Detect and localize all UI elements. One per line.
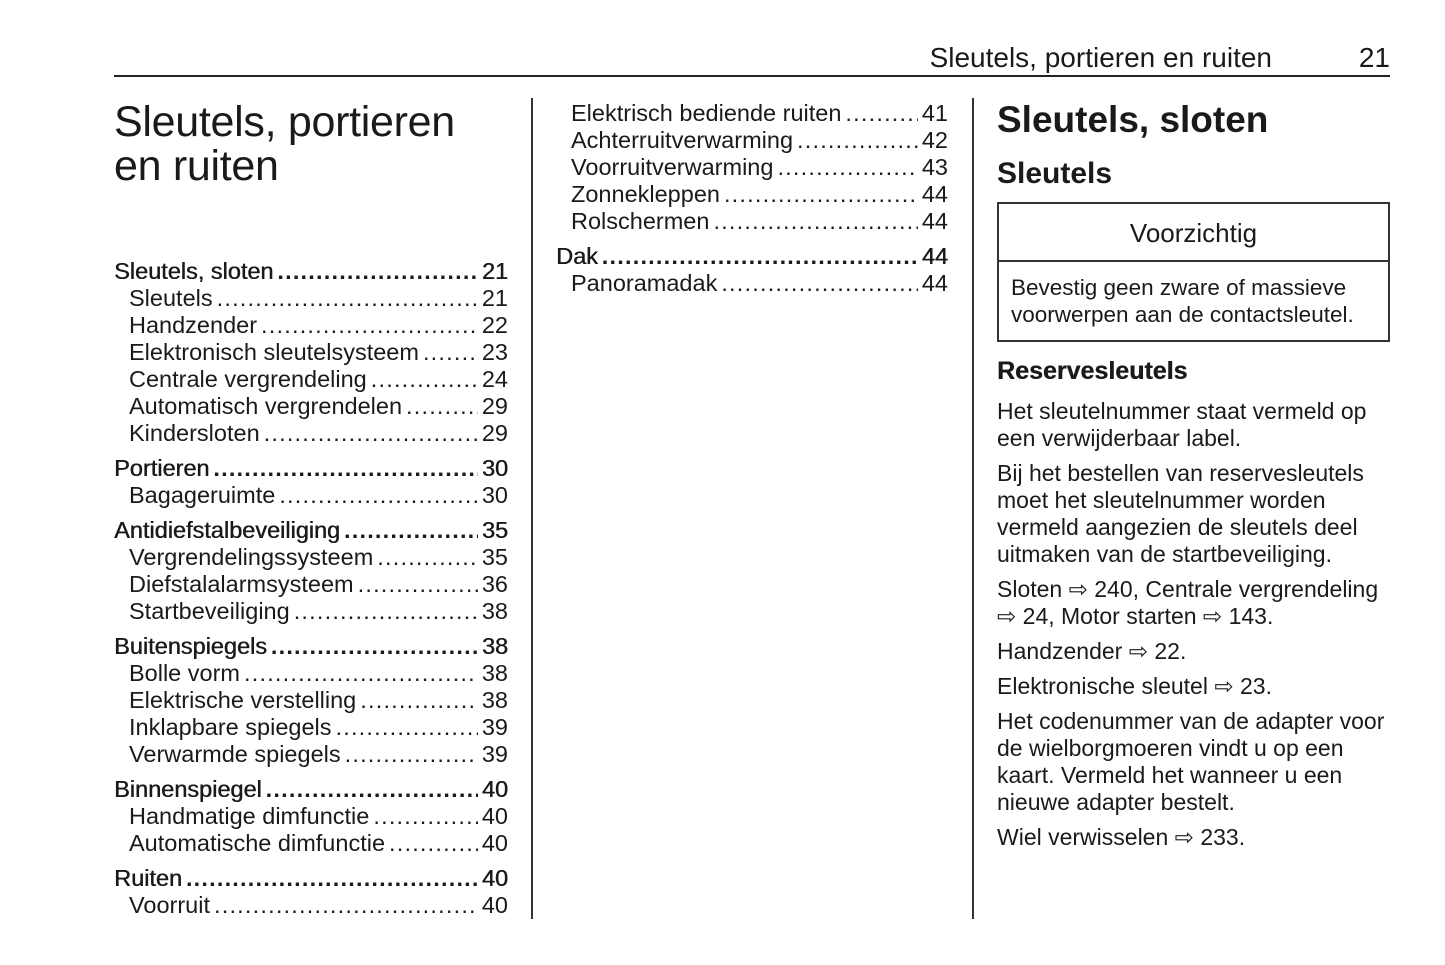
toc-entry[interactable]: [114, 598, 508, 625]
toc-entry[interactable]: [556, 127, 948, 154]
toc-section-entry[interactable]: [114, 455, 508, 482]
reserve-keys-heading: Reservesleutels: [997, 357, 1188, 385]
toc-entry[interactable]: [114, 544, 508, 571]
toc-group: [114, 633, 508, 768]
toc-page-number: 30: [481, 482, 508, 508]
dot-leader: [344, 517, 478, 544]
section-title: Sleutels, sloten: [997, 99, 1269, 140]
toc-label: Buitenspiegels: [114, 633, 267, 659]
toc-page-number: 30: [481, 455, 508, 481]
dot-leader: [602, 243, 918, 270]
toc-label: Bagageruimte: [129, 482, 276, 508]
dot-leader: [713, 208, 917, 235]
toc-page-number: 38: [481, 633, 508, 659]
toc-entry[interactable]: [114, 741, 508, 768]
toc-group: [114, 517, 508, 625]
toc-label: Ruiten: [114, 865, 182, 891]
dot-leader: [371, 366, 478, 393]
toc-entry[interactable]: [114, 687, 508, 714]
toc-section-entry[interactable]: [114, 776, 508, 803]
dot-leader: [721, 270, 918, 297]
dot-leader: [406, 393, 478, 420]
toc-label: Zonnekleppen: [571, 181, 720, 207]
toc-entry[interactable]: [556, 181, 948, 208]
toc-section-entry[interactable]: [114, 633, 508, 660]
toc-label: Handzender: [129, 312, 258, 338]
toc-entry[interactable]: [114, 482, 508, 509]
toc-label: Rolschermen: [571, 208, 710, 234]
toc-page-number: 21: [481, 285, 508, 311]
toc-group: [114, 258, 508, 447]
dot-leader: [279, 482, 478, 509]
toc-entry[interactable]: [114, 830, 508, 857]
toc-page-number: 44: [921, 270, 948, 296]
dot-leader: [271, 633, 478, 660]
toc-page-number: 29: [481, 393, 508, 419]
chapter-title-line: Sleutels, portieren: [114, 98, 455, 146]
toc-page-number: 22: [481, 312, 508, 338]
toc-label: Verwarmde spiegels: [129, 741, 341, 767]
right-column: [997, 98, 1390, 859]
dot-leader: [389, 830, 478, 857]
toc-page-number: 40: [481, 803, 508, 829]
dot-leader: [377, 544, 478, 571]
dot-leader: [724, 181, 918, 208]
table-of-contents-continued: [556, 100, 948, 297]
caution-text: Bevestig geen zware of massieve voorwerpen aan de contactsleutel.: [1011, 275, 1354, 327]
caution-box: [997, 202, 1390, 342]
toc-entry[interactable]: [114, 803, 508, 830]
chapter-title: [114, 100, 508, 188]
dot-leader: [360, 687, 478, 714]
toc-label: Elektronisch sleutelsysteem: [129, 339, 419, 365]
toc-label: Achterruitverwarming: [571, 127, 794, 153]
toc-label: Bolle vorm: [129, 660, 241, 686]
toc-entry[interactable]: [556, 100, 948, 127]
toc-page-number: 38: [481, 687, 508, 713]
toc-label: Sleutels: [129, 285, 213, 311]
toc-label: Voorruitverwarming: [571, 154, 774, 180]
toc-entry[interactable]: [556, 154, 948, 181]
toc-group: [114, 776, 508, 857]
toc-label: Dak: [556, 243, 598, 269]
toc-page-number: 39: [481, 741, 508, 767]
toc-page-number: 38: [481, 598, 508, 624]
dot-leader: [266, 776, 478, 803]
cross-reference-paragraph: Elektronische sleutel ⇨ 23.: [997, 673, 1272, 699]
toc-page-number: 40: [481, 892, 508, 918]
toc-group: [114, 865, 508, 919]
toc-page-number: 44: [921, 243, 948, 269]
toc-label: Automatische dimfunctie: [129, 830, 386, 856]
toc-label: Portieren: [114, 455, 210, 481]
dot-leader: [345, 741, 478, 768]
toc-label: Panoramadak: [571, 270, 718, 296]
dot-leader: [373, 803, 478, 830]
toc-entry[interactable]: [114, 420, 508, 447]
dot-leader: [261, 312, 478, 339]
toc-page-number: 40: [481, 865, 508, 891]
toc-label: Binnenspiegel: [114, 776, 262, 802]
table-of-contents: [114, 258, 508, 919]
toc-page-number: 44: [921, 181, 948, 207]
dot-leader: [797, 127, 918, 154]
toc-label: Centrale vergrendeling: [129, 366, 367, 392]
running-header-title: Sleutels, portieren en ruiten: [929, 42, 1272, 73]
toc-label: Voorruit: [129, 892, 210, 918]
toc-label: Startbeveiliging: [129, 598, 290, 624]
toc-group: [556, 243, 948, 297]
dot-leader: [294, 598, 478, 625]
cross-reference-paragraph: Sloten ⇨ 240, Centrale vergrendeling ⇨ 24, Motor starten ⇨ 143.: [997, 576, 1379, 629]
toc-label: Vergrendelingssysteem: [129, 544, 374, 570]
dot-leader: [845, 100, 917, 127]
toc-entry[interactable]: [556, 270, 948, 297]
middle-column: [556, 98, 948, 305]
toc-entry[interactable]: [114, 312, 508, 339]
toc-label: Inklapbare spiegels: [129, 714, 332, 740]
paragraph: Het sleutelnummer staat vermeld op een verwijderbaar label.: [997, 398, 1367, 451]
toc-page-number: 24: [481, 366, 508, 392]
header-rule: [114, 75, 1390, 77]
toc-label: Handmatige dimfunctie: [129, 803, 370, 829]
toc-page-number: 35: [481, 517, 508, 543]
toc-group: [114, 455, 508, 509]
dot-leader: [777, 154, 917, 181]
toc-entry[interactable]: [114, 393, 508, 420]
toc-page-number: 41: [921, 100, 948, 126]
dot-leader: [264, 420, 478, 447]
dot-leader: [336, 714, 478, 741]
dot-leader: [217, 285, 478, 312]
toc-section-entry[interactable]: [556, 243, 948, 270]
toc-entry[interactable]: [114, 366, 508, 393]
toc-page-number: 23: [481, 339, 508, 365]
subsection-title: Sleutels: [997, 157, 1113, 190]
dot-leader: [213, 455, 478, 482]
toc-entry[interactable]: [114, 892, 508, 919]
cross-reference-paragraph: Wiel verwisselen ⇨ 233.: [997, 824, 1246, 850]
dot-leader: [277, 258, 477, 285]
toc-page-number: 21: [481, 258, 508, 284]
column-divider: [531, 98, 533, 919]
dot-leader: [244, 660, 478, 687]
dot-leader: [358, 571, 478, 598]
toc-entry[interactable]: [114, 571, 508, 598]
toc-label: Elektrisch bediende ruiten: [571, 100, 842, 126]
toc-section-entry[interactable]: [114, 865, 508, 892]
toc-entry[interactable]: [114, 339, 508, 366]
toc-label: Sleutels, sloten: [114, 258, 274, 284]
toc-section-entry[interactable]: [114, 517, 508, 544]
toc-page-number: 39: [481, 714, 508, 740]
dot-leader: [214, 892, 478, 919]
toc-label: Kindersloten: [129, 420, 260, 446]
page-number: 21: [1358, 42, 1390, 73]
paragraph: Bij het bestellen van reservesleutels moet het sleutelnummer worden vermeld aangezien de sleutels deel uitmaken van de startbeveiliging.: [997, 460, 1364, 567]
toc-page-number: 38: [481, 660, 508, 686]
toc-page-number: 40: [481, 776, 508, 802]
paragraph: Het codenummer van de adapter voor de wielborgmoeren vindt u op een kaart. Vermeld het wanneer u een nieuwe adapter bestelt.: [997, 708, 1385, 815]
column-divider: [972, 98, 974, 919]
toc-entry[interactable]: [114, 660, 508, 687]
toc-section-entry[interactable]: [114, 258, 508, 285]
toc-page-number: 40: [481, 830, 508, 856]
toc-entry[interactable]: [114, 714, 508, 741]
cross-reference-paragraph: Handzender ⇨ 22.: [997, 638, 1187, 664]
dot-leader: [423, 339, 478, 366]
toc-label: Automatisch vergrendelen: [129, 393, 403, 419]
toc-page-number: 44: [921, 208, 948, 234]
dot-leader: [186, 865, 478, 892]
toc-group: [556, 100, 948, 235]
left-column: [114, 98, 508, 927]
toc-entry[interactable]: [556, 208, 948, 235]
toc-entry[interactable]: [114, 285, 508, 312]
toc-page-number: 43: [921, 154, 948, 180]
toc-label: Diefstalalarmsysteem: [129, 571, 354, 597]
toc-label: Antidiefstalbeveiliging: [114, 517, 341, 543]
toc-page-number: 36: [481, 571, 508, 597]
toc-page-number: 35: [481, 544, 508, 570]
toc-page-number: 42: [921, 127, 948, 153]
caution-heading: Voorzichtig: [999, 204, 1388, 262]
toc-page-number: 29: [481, 420, 508, 446]
chapter-title-line: en ruiten: [114, 142, 279, 190]
toc-label: Elektrische verstelling: [129, 687, 357, 713]
